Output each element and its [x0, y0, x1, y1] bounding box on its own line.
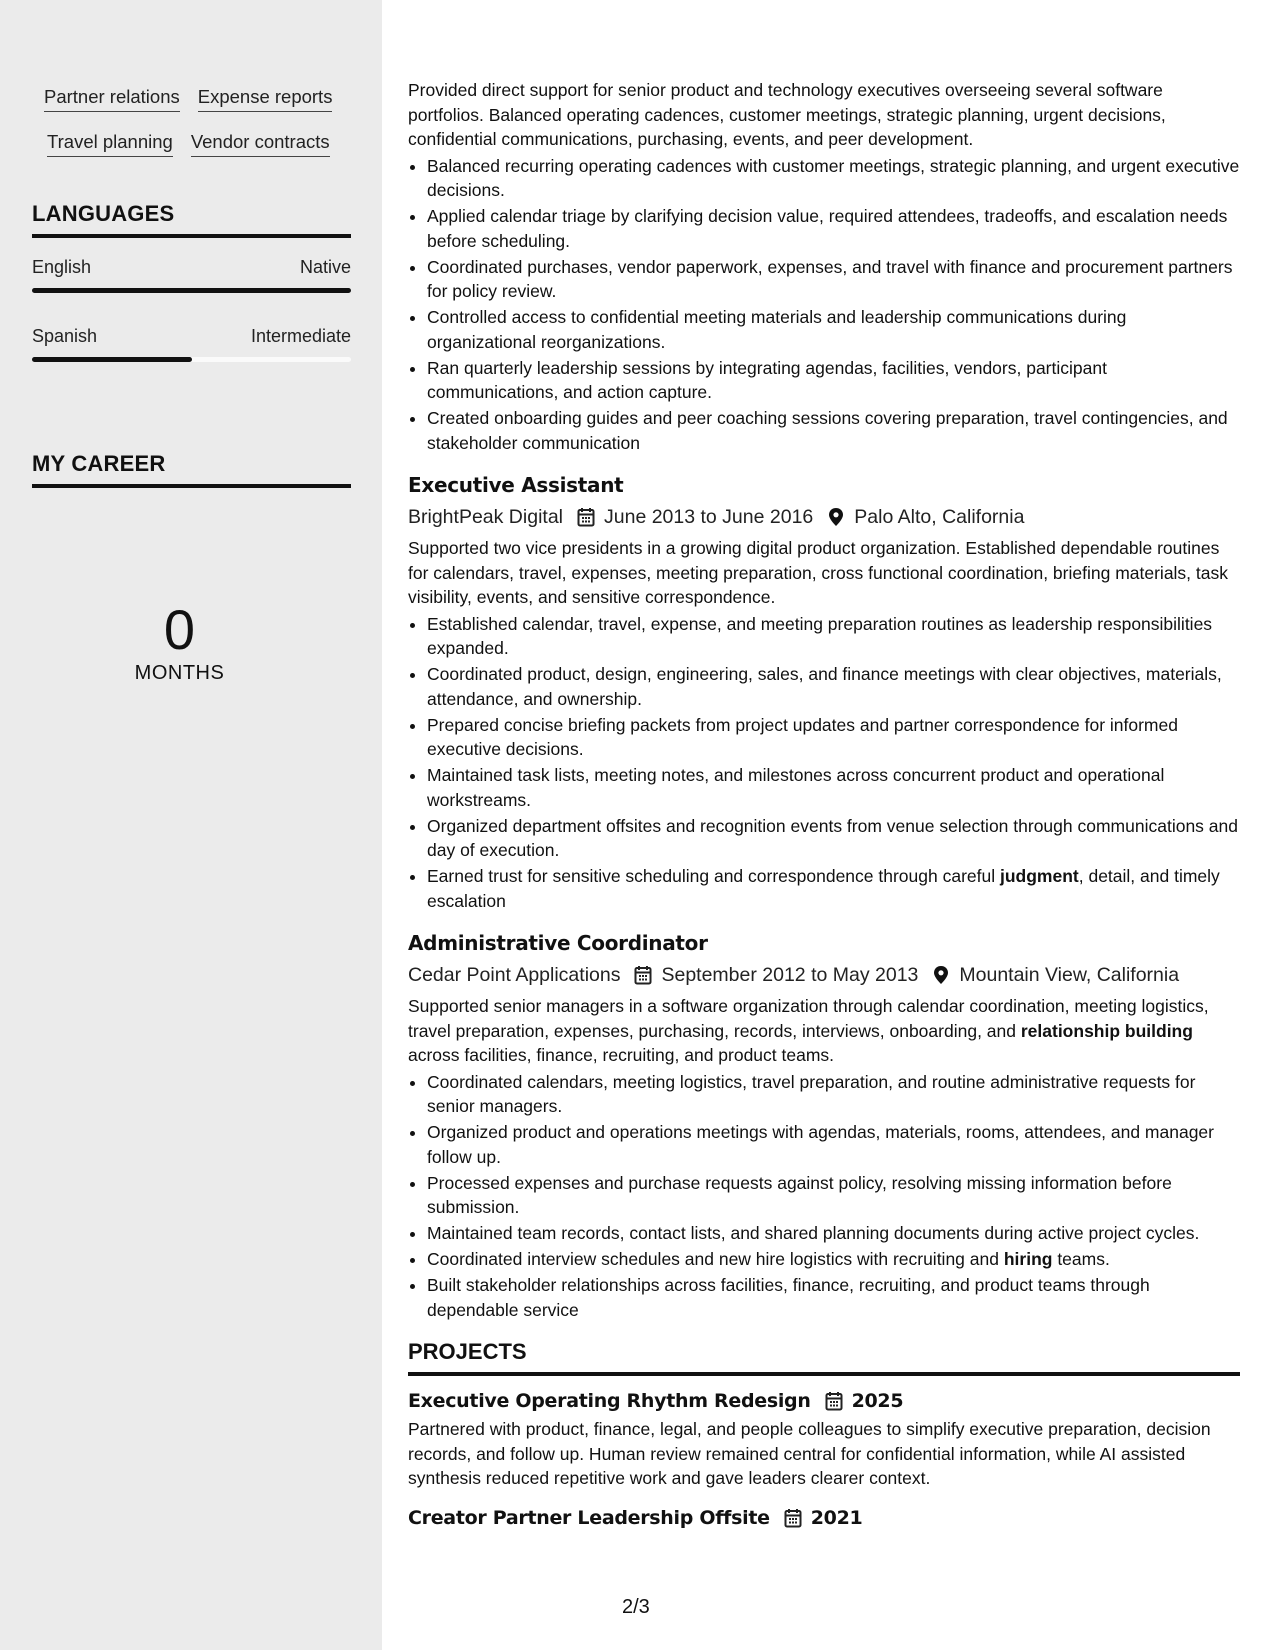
job-summary: [408, 994, 1240, 1068]
job-title: Administrative Coordinator: [408, 931, 708, 955]
proficiency-fill: [32, 357, 192, 362]
job-summary: Provided direct support for senior product and technology executives overseeing several software portfolios. Balanced operating cadences, customer meetings, strategic planning, urgent decisions, confidential communications, purchasing, events, and peer development.: [408, 80, 1166, 149]
job-bullets: [408, 154, 1240, 456]
location-pin-icon: [827, 507, 845, 527]
project-year: 2025: [851, 1390, 904, 1412]
proficiency-bar: [32, 288, 351, 293]
summary-text: Supported senior managers in a software organization through calendar coordination, meeting logistics, travel preparation, expenses, purchasing, records, interviews, onboarding, and: [408, 996, 1209, 1041]
proficiency-fill: [32, 288, 351, 293]
list-item: • Balanced recurring operating cadences with customer meetings, strategic planning, and urgent executive decisions.: [427, 154, 1240, 203]
job-meta: [408, 962, 1240, 988]
location-pin-icon: [932, 965, 950, 985]
page-number: 2/3: [622, 1596, 650, 1618]
list-item: • Created onboarding guides and peer coaching sessions covering preparation, travel contingencies, and stakeholder communication: [427, 406, 1240, 455]
project-description: Partnered with product, finance, legal, and people colleagues to simplify executive preparation, decision records, and follow up. Human review remained central for confidential information, while AI assisted synthesis reduced repetitive work and gave leaders clearer context.: [408, 1419, 1211, 1488]
project-year: 2021: [810, 1506, 863, 1529]
company-name: Cedar Point Applications: [408, 964, 621, 986]
list-item: [427, 1247, 1240, 1272]
skill-tags: [44, 86, 344, 176]
list-item: • Maintained task lists, meeting notes, and milestones across concurrent product and operational workstreams.: [427, 763, 1240, 812]
bullet-text: , detail, and timely escalation: [427, 866, 1220, 911]
language-level: Native: [299, 257, 351, 277]
project-name: Executive Operating Rhythm Redesign: [408, 1390, 811, 1412]
proficiency-bar: [32, 357, 351, 362]
list-item: • Controlled access to confidential meeting materials and leadership communications during organizational reorganizations.: [427, 305, 1240, 354]
language-name: English: [32, 257, 92, 277]
calendar-icon: [577, 507, 595, 527]
job-dates: June 2013 to June 2016: [604, 506, 814, 528]
job-location: Palo Alto, California: [854, 506, 1025, 528]
list-item: • Organized department offsites and recognition events from venue selection through communications and day of execution.: [427, 814, 1240, 863]
list-item: • Coordinated purchases, vendor paperwork, expenses, and travel with finance and procurement partners for policy review.: [427, 255, 1240, 304]
sidebar: [0, 0, 382, 1650]
bullet-keyword: judgment: [999, 866, 1079, 886]
bullet-text: teams.: [1052, 1249, 1110, 1269]
list-item: • Coordinated calendars, meeting logistics, travel preparation, and routine administrative requests for senior managers.: [427, 1070, 1240, 1119]
bullet-text: Earned trust for sensitive scheduling and correspondence through careful: [427, 866, 1000, 886]
list-item: • Coordinated product, design, engineering, sales, and finance meetings with clear objectives, materials, attendance, and ownership.: [427, 662, 1240, 711]
bullet-keyword: hiring: [1003, 1249, 1053, 1269]
project-title: [408, 1388, 1240, 1414]
summary-keyword: relationship building: [1020, 1020, 1193, 1041]
job-bullets: [408, 612, 1240, 914]
job-title: Executive Assistant: [408, 473, 624, 497]
job-summary: Supported two vice presidents in a growing digital product organization. Established dependable routines for calendars, travel, expenses, meeting preparation, cross functional coordination, briefing materials, task visibility, events, and sensitive correspondence.: [408, 538, 1229, 607]
projects-heading: PROJECTS: [408, 1338, 1240, 1376]
career-unit: MONTHS: [134, 662, 225, 684]
calendar-icon: [825, 1391, 843, 1411]
main-content: [408, 78, 1240, 1531]
language-entry: [32, 325, 351, 362]
list-item: • Organized product and operations meetings with agendas, materials, rooms, attendees, and manager follow up.: [427, 1120, 1240, 1169]
company-name: BrightPeak Digital: [408, 506, 563, 528]
language-name: Spanish: [32, 326, 98, 346]
job-meta: [408, 504, 1240, 530]
list-item: • Prepared concise briefing packets from project updates and partner correspondence for informed executive decisions.: [427, 713, 1240, 762]
skill-tag: Vendor contracts: [191, 131, 330, 157]
tag-row: [44, 86, 344, 112]
list-item: [427, 864, 1240, 913]
tag-row: [44, 131, 344, 157]
languages-heading: LANGUAGES: [32, 200, 351, 238]
career-duration: [32, 600, 327, 685]
list-item: • Maintained team records, contact lists, and shared planning documents during active project cycles.: [427, 1221, 1240, 1246]
calendar-icon: [784, 1508, 802, 1528]
list-item: • Processed expenses and purchase requests against policy, resolving missing information before submission.: [427, 1171, 1240, 1220]
skill-tag: Travel planning: [47, 131, 173, 157]
project-title: [408, 1505, 1240, 1531]
career-count: 0: [163, 598, 196, 661]
career-heading: MY CAREER: [32, 450, 351, 488]
job-bullets: [408, 1070, 1240, 1323]
skill-tag: Expense reports: [198, 86, 333, 112]
list-item: • Established calendar, travel, expense, and meeting preparation routines as leadership responsibilities expanded.: [427, 612, 1240, 661]
language-level: Intermediate: [250, 326, 351, 346]
calendar-icon: [634, 965, 652, 985]
summary-text: across facilities, finance, recruiting, and product teams.: [408, 1045, 835, 1065]
job-dates: September 2012 to May 2013: [661, 964, 919, 986]
list-item: • Ran quarterly leadership sessions by integrating agendas, facilities, vendors, participant communications, and action capture.: [427, 356, 1240, 405]
job-location: Mountain View, California: [959, 964, 1180, 986]
list-item: • Applied calendar triage by clarifying decision value, required attendees, tradeoffs, and escalation needs before scheduling.: [427, 204, 1240, 253]
skill-tag: Partner relations: [44, 86, 180, 112]
list-item: • Built stakeholder relationships across facilities, finance, recruiting, and product teams through dependable service: [427, 1273, 1240, 1322]
project-name: Creator Partner Leadership Offsite: [408, 1506, 770, 1529]
bullet-text: Coordinated interview schedules and new hire logistics with recruiting and: [427, 1249, 1004, 1269]
language-entry: [32, 256, 351, 293]
